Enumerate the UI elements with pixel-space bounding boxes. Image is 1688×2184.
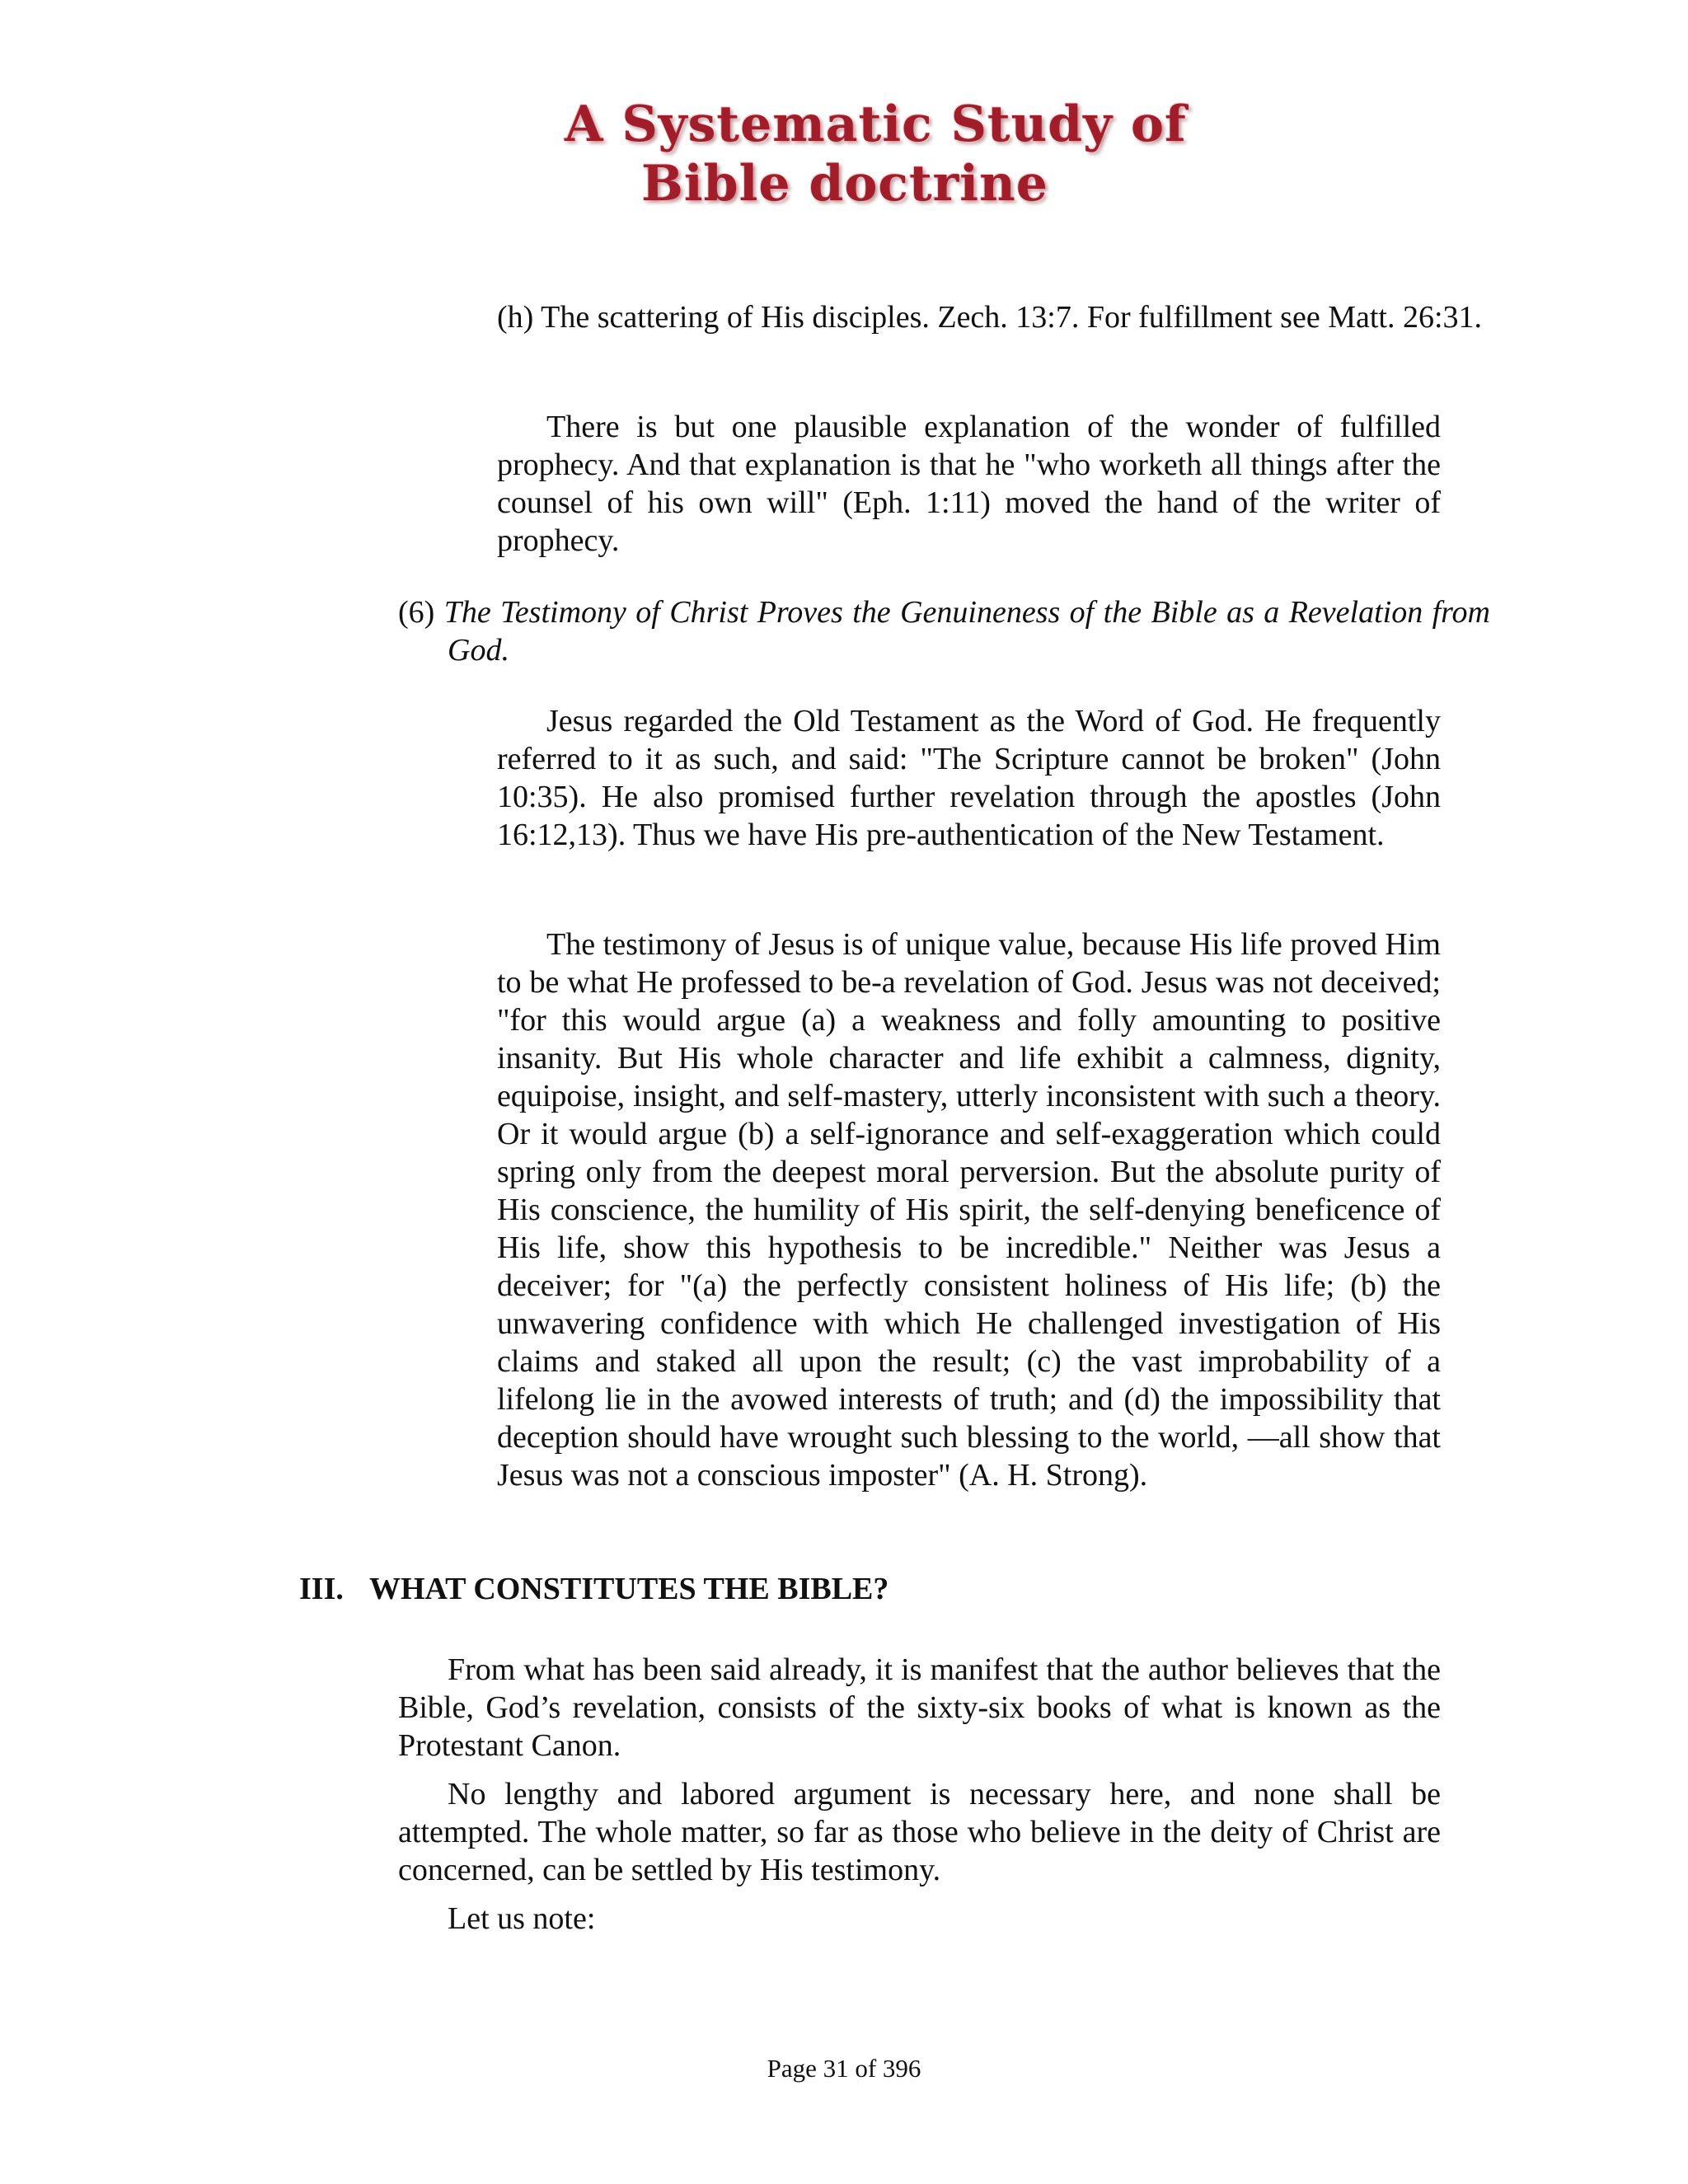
list-item-6 (398, 593, 1490, 669)
page-number: Page 31 of 396 (767, 2054, 921, 2083)
paragraph-no-lengthy: No lengthy and labored argument is necessary here, and none shall be attempted. The whole matter, so far as those who believe in the deity of Christ are concerned, can be settled by His testimony. (398, 1777, 1441, 1887)
list-item-h (497, 298, 1490, 336)
section-heading-title: WHAT CONSTITUTES THE BIBLE? (369, 1572, 889, 1606)
book-title-logo (565, 95, 1187, 218)
paragraph-prophecy: There is but one plausible explanation of the wonder of fulfilled prophecy. And that explanation is that he "who worketh all things after the counsel of his own will" (Eph. 1:11) moved the hand of the writer of prophecy. (497, 410, 1441, 558)
paragraph-testimony: The testimony of Jesus is of unique value, because His life proved Him to be what He professed to be-a revelation of God. Jesus was not deceived; "for this would argue (a) a weakness and folly amounting to positive insanity. But His whole character and life exhibit a calmness, dignity, equipoise, insight, and self-mastery, utterly inconsistent with such a theory. Or it would argue (b) a self-ignorance and self-exaggeration which could spring only from the deepest moral perversion. But the absolute purity of His conscience, the humility of His spirit, the self-denying beneficence of His life, show this hypothesis to be incredible." Neither was Jesus a deceiver; for "(a) the perfectly consistent holiness of His life; (b) the unwavering confidence with which He challenged investigation of His claims and staked all upon the result; (c) the vast improbability of a lifelong lie in the avowed interests of truth; and (d) the impossibility that deception should have wrought such blessing to the world, —all show that Jesus was not a conscious imposter" (A. H. Strong). (497, 927, 1441, 1493)
logo-line-2: Bible doctrine (641, 155, 1048, 213)
paragraph-let-us-note: Let us note: (448, 1901, 596, 1936)
logo-line-1: A Systematic Study of (565, 96, 1187, 153)
list-item-6-label: (6) (398, 595, 435, 630)
paragraph-from-what: From what has been said already, it is manifest that the author believes that the Bible, God’s revelation, consists of the sixty-six books of what is known as the Protestant Canon. (398, 1652, 1441, 1763)
section-heading-number: III. (299, 1572, 344, 1606)
section-heading (299, 1570, 889, 1608)
list-item-6-title: The Testimony of Christ Proves the Genuineness of the Bible as a Revelation from God. (443, 595, 1490, 668)
list-item-h-text: The scattering of His disciples. Zech. 13:7. For fulfillment see Matt. 26:31. (541, 300, 1483, 335)
paragraph-jesus-regarded: Jesus regarded the Old Testament as the Word of God. He frequently referred to it as such, and said: "The Scripture cannot be broken" (John 10:35). He also promised further revelation through the apostles (John 16:12,13). Thus we have His pre-authentication of the New Testament. (497, 704, 1441, 852)
list-item-h-label: (h) (497, 300, 534, 335)
